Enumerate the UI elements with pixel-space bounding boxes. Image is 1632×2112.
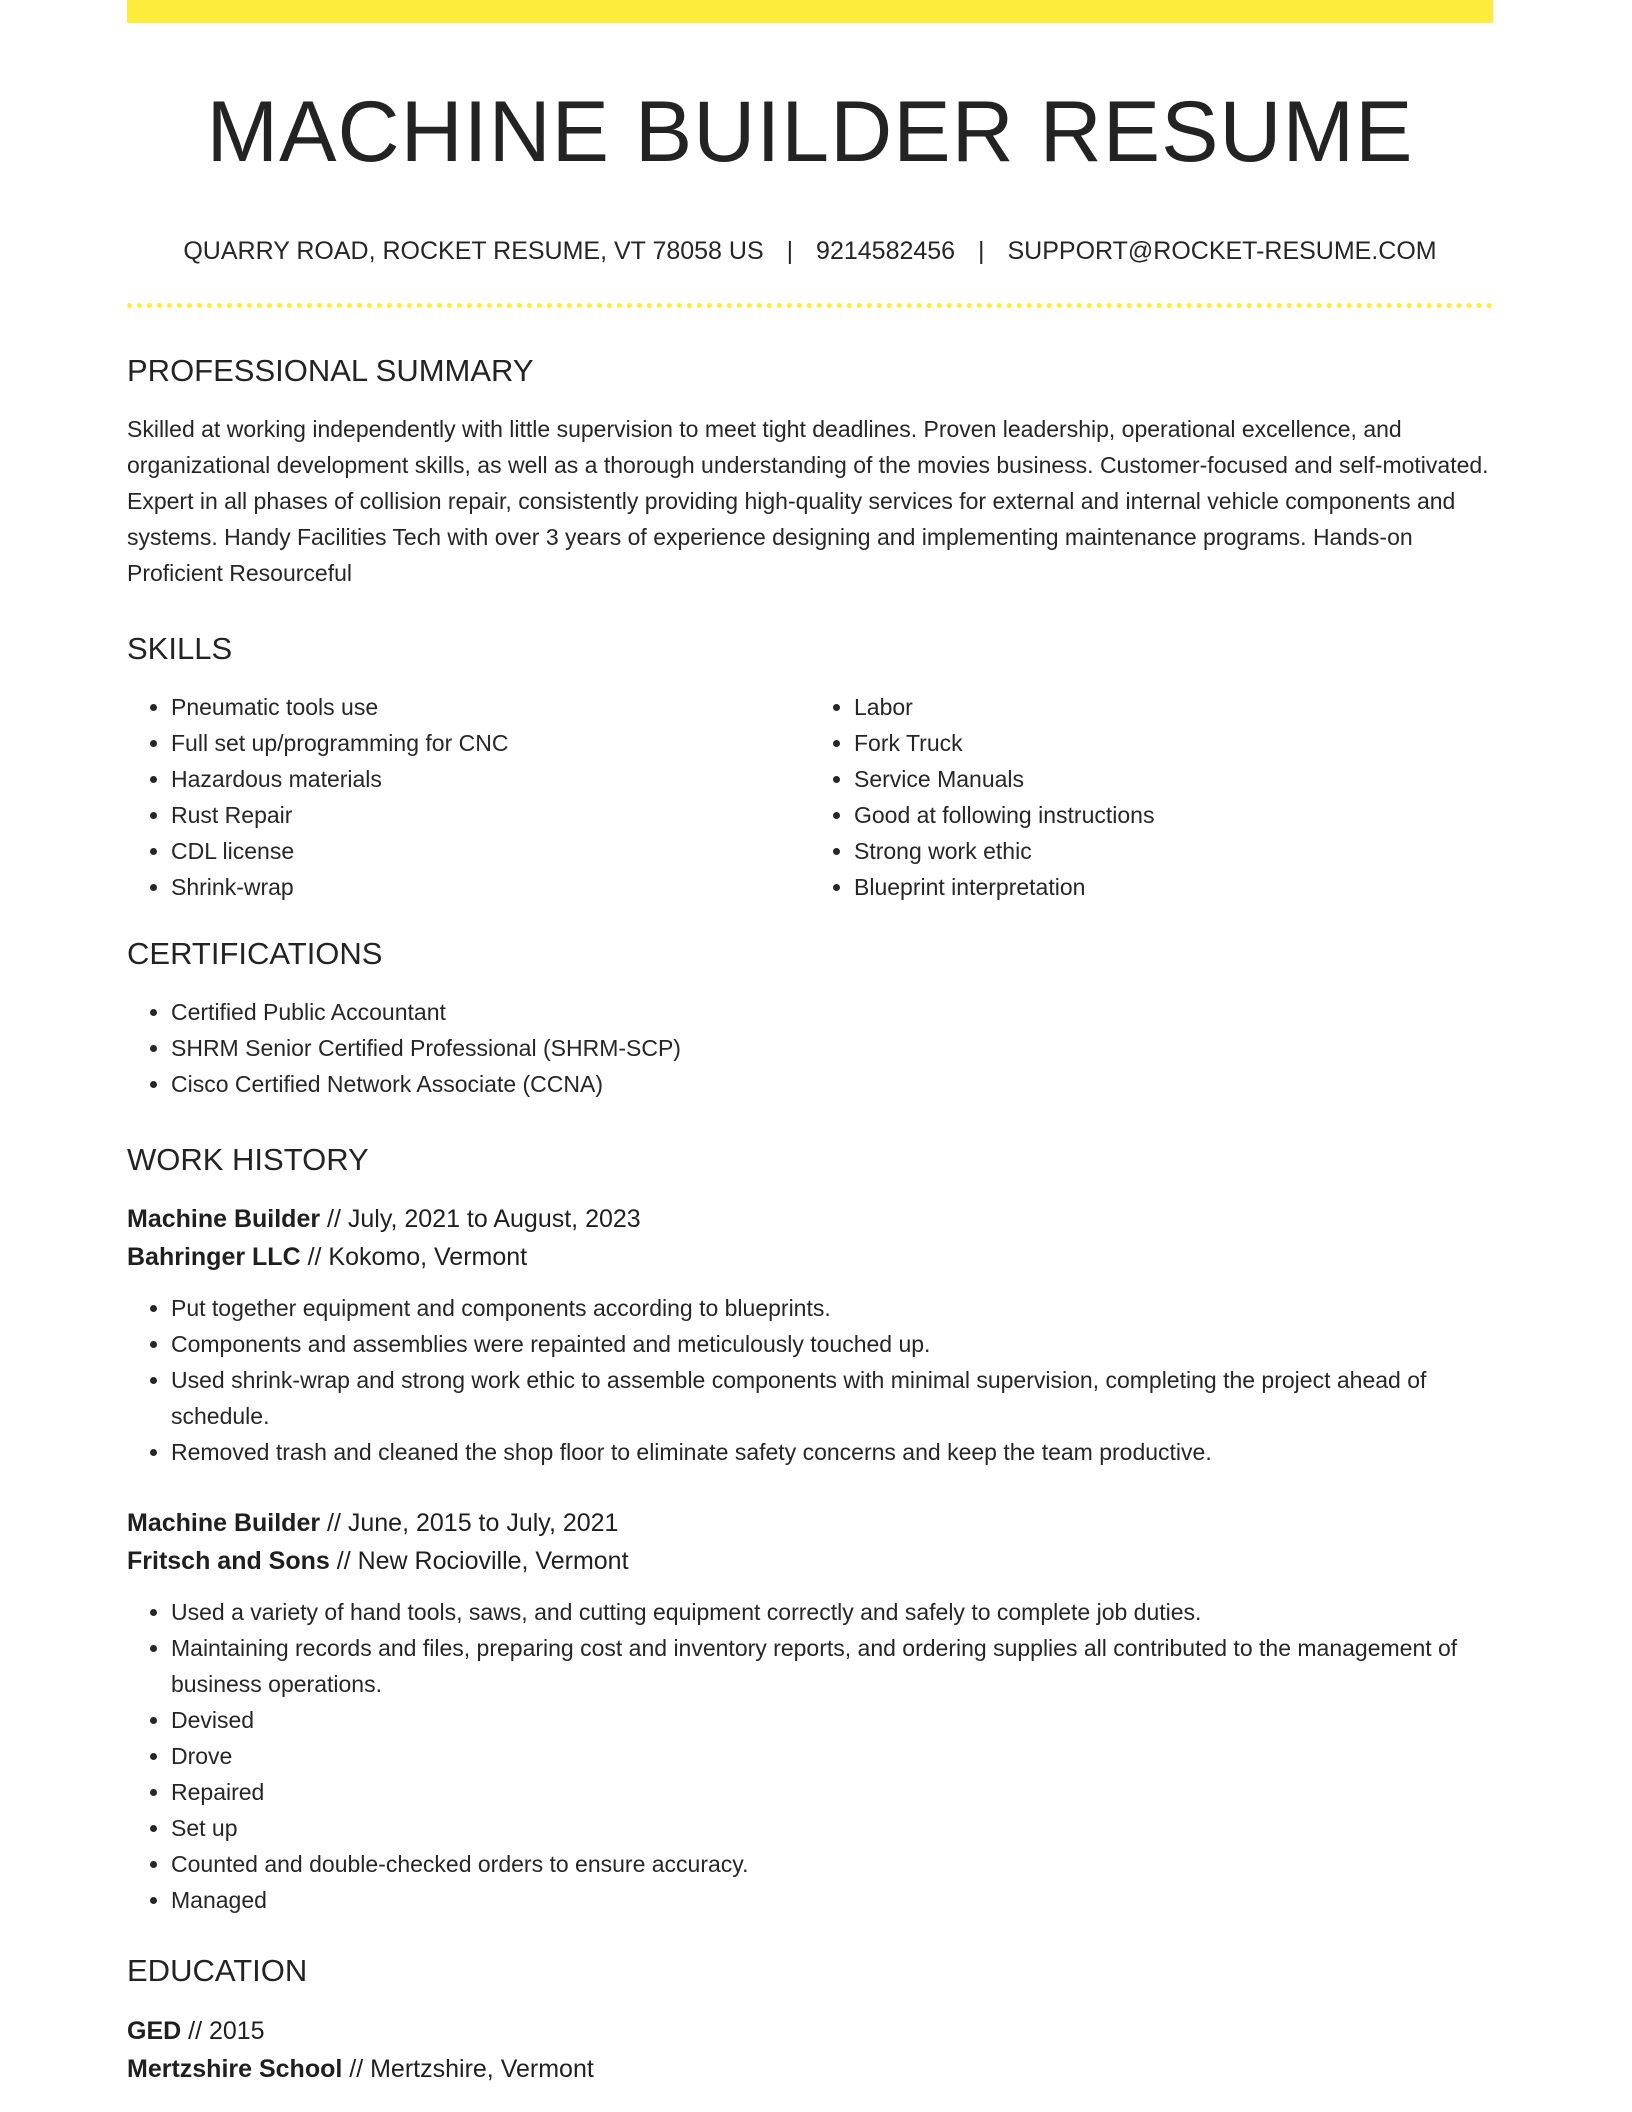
- job-bullet: • Set up: [171, 1810, 1493, 1846]
- education-year: // 2015: [181, 2016, 265, 2045]
- job-bullet: • Put together equipment and components according to blueprints.: [171, 1290, 1493, 1326]
- job-company: Bahringer LLC: [127, 1243, 301, 1272]
- education-school: Mertzshire School: [127, 2054, 343, 2083]
- job-bullet: • Drove: [171, 1738, 1493, 1774]
- job-dates: // July, 2021 to August, 2023: [320, 1205, 641, 1234]
- summary-section: [127, 352, 1493, 591]
- skill-item: • Pneumatic tools use: [171, 689, 810, 725]
- job-location: // Kokomo, Vermont: [300, 1243, 528, 1272]
- job-company: Fritsch and Sons: [127, 1547, 330, 1576]
- job-bullet: • Components and assemblies were repainted and meticulously touched up.: [171, 1326, 1493, 1362]
- skill-item: • Blueprint interpretation: [854, 869, 1493, 905]
- contact-line: [127, 236, 1493, 266]
- skill-item: • Fork Truck: [854, 725, 1493, 761]
- job-bullet: • Devised: [171, 1702, 1493, 1738]
- contact-separator: |: [978, 236, 985, 265]
- work-history-heading: WORK HISTORY: [127, 1142, 369, 1178]
- certifications-heading: CERTIFICATIONS: [127, 935, 383, 971]
- job-bullets: [127, 1594, 1493, 1918]
- skill-item: • Hazardous materials: [171, 761, 810, 797]
- certification-item: • Certified Public Accountant: [171, 994, 1493, 1030]
- top-accent-bar: [127, 0, 1493, 23]
- certifications-list: [127, 994, 1493, 1102]
- job-bullet: • Counted and double-checked orders to ensure accuracy.: [171, 1846, 1493, 1882]
- skill-item: • Service Manuals: [854, 761, 1493, 797]
- resume-title: MACHINE BUILDER RESUME: [206, 84, 1414, 180]
- job-entry: [127, 1200, 1493, 1470]
- contact-address: QUARRY ROAD, ROCKET RESUME, VT 78058 US: [183, 236, 764, 265]
- work-history-section: [127, 1141, 1493, 1918]
- skill-item: • Rust Repair: [171, 797, 810, 833]
- education-degree: GED: [127, 2016, 182, 2045]
- education-section: [127, 1952, 1493, 2087]
- certification-item: • SHRM Senior Certified Professional (SHRM-SCP): [171, 1030, 1493, 1066]
- job-entry: [127, 1504, 1493, 1918]
- skill-item: • Full set up/programming for CNC: [171, 725, 810, 761]
- education-location: // Mertzshire, Vermont: [342, 2054, 594, 2083]
- dotted-divider: [127, 303, 1493, 308]
- summary-text: Skilled at working independently with little supervision to meet tight deadlines. Proven leadership, operational excellence, and organizational development skills, as well as a thorough understanding of the movies business. Customer-focused and self-motivated. Expert in all phases of collision repair, consistently providing high-quality services for external and internal vehicle components and systems. Handy Facilities Tech with over 3 years of experience designing and implementing maintenance programs. Hands-on Proficient Resourceful: [127, 415, 1489, 586]
- resume-page: [127, 0, 1493, 2088]
- job-title-line: [127, 1200, 1493, 1238]
- job-title: Machine Builder: [127, 1509, 321, 1538]
- job-bullet: • Used shrink-wrap and strong work ethic to assemble components with minimal supervision, completing the project ahead of schedule.: [171, 1362, 1493, 1434]
- job-location: // New Rocioville, Vermont: [329, 1547, 629, 1576]
- job-bullets: [127, 1290, 1493, 1470]
- job-company-line: [127, 1238, 1493, 1276]
- contact-separator: |: [786, 236, 794, 265]
- skill-item: • CDL license: [171, 833, 810, 869]
- certifications-section: [127, 935, 1493, 1102]
- skills-list-left: [127, 689, 810, 905]
- job-title-line: [127, 1504, 1493, 1542]
- job-bullet: • Maintaining records and files, preparing cost and inventory reports, and ordering supplies all contributed to the management of business operations.: [171, 1630, 1493, 1702]
- education-heading: EDUCATION: [127, 1953, 308, 1989]
- job-spacer: [127, 1470, 1493, 1504]
- job-company-line: [127, 1542, 1493, 1580]
- skill-item: • Good at following instructions: [854, 797, 1493, 833]
- skill-item: • Shrink-wrap: [171, 869, 810, 905]
- skills-grid: [127, 689, 1493, 905]
- contact-email: SUPPORT@ROCKET-RESUME.COM: [1007, 236, 1437, 265]
- skills-heading: SKILLS: [127, 630, 233, 666]
- certification-item: • Cisco Certified Network Associate (CCNA): [171, 1066, 1493, 1102]
- job-bullet: • Used a variety of hand tools, saws, and cutting equipment correctly and safely to complete job duties.: [171, 1594, 1493, 1630]
- job-dates: // June, 2015 to July, 2021: [320, 1509, 619, 1538]
- summary-heading: PROFESSIONAL SUMMARY: [127, 352, 534, 388]
- education-degree-line: [127, 2012, 1493, 2050]
- skills-list-right: [810, 689, 1493, 905]
- education-school-line: [127, 2050, 1493, 2088]
- skill-item: • Strong work ethic: [854, 833, 1493, 869]
- contact-phone: 9214582456: [816, 236, 956, 265]
- job-bullet: • Removed trash and cleaned the shop floor to eliminate safety concerns and keep the team productive.: [171, 1434, 1493, 1470]
- skills-section: [127, 630, 1493, 905]
- job-title: Machine Builder: [127, 1205, 321, 1234]
- job-bullet: • Repaired: [171, 1774, 1493, 1810]
- job-bullet: • Managed: [171, 1882, 1493, 1918]
- skill-item: • Labor: [854, 689, 1493, 725]
